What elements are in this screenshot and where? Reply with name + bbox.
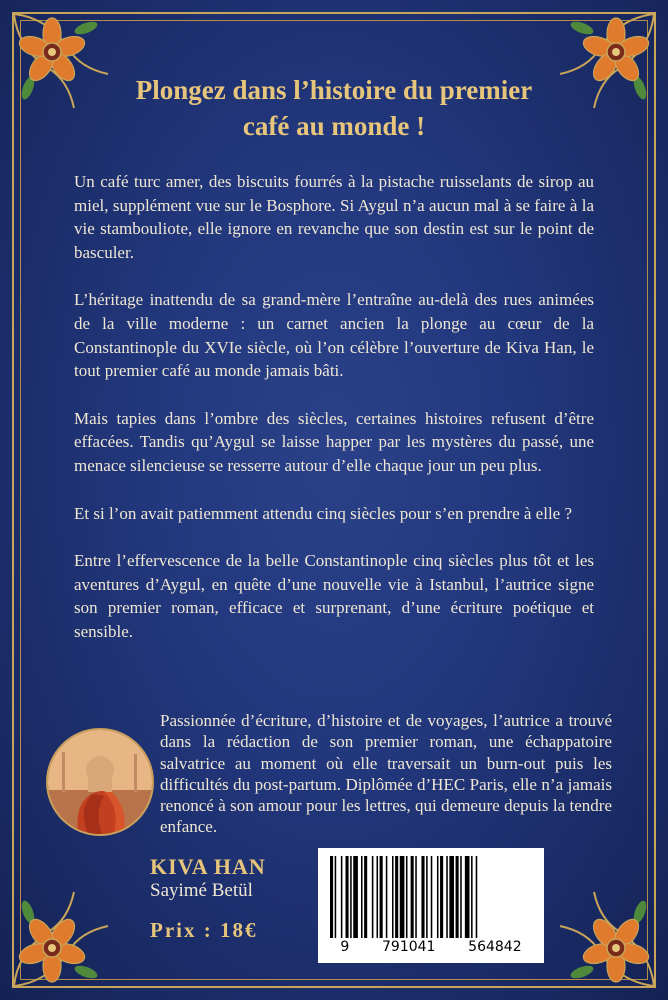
synopsis-paragraph: Et si l’on avait patiemment attendu cinq siècles pour s’en prendre à elle ? (74, 503, 573, 523)
barcode-bar (411, 856, 414, 938)
author-bio-section (44, 710, 612, 840)
synopsis-paragraph: Un café turc amer, des biscuits fourrés à la pistache ruisselants de sirop au miel, supplément vue sur le Bosphore. Si Aygul n’a aucun mal à se faire à la vie stambouliote, elle ignore en revanche que son destin est sur le point de basculer. (74, 172, 594, 262)
barcode-bar (392, 856, 394, 938)
barcode-bar (426, 856, 428, 938)
barcode-bar (364, 856, 367, 938)
book-price: Prix : 18€ (150, 918, 258, 942)
isbn-digit-group: 9 (340, 939, 350, 955)
synopsis-paragraph: Mais tapies dans l’ombre des siècles, certaines histoires refusent d’être effacées. Tandis qu’Aygul se laisse happer par les mystères du passé, une menace silencieuse se resserre autour d’elle chaque jour un peu plus. (74, 408, 594, 475)
isbn-digits (318, 939, 544, 955)
barcode-bar (395, 856, 398, 938)
barcode-bar (415, 856, 417, 938)
barcode-bar (440, 856, 443, 938)
barcode-bar (346, 856, 349, 938)
book-author: Sayimé Betül (150, 880, 253, 901)
barcode-bar (400, 856, 405, 938)
barcode-bar (406, 856, 408, 938)
portrait-illustration-icon (48, 730, 152, 834)
barcode-bar (361, 856, 363, 938)
author-bio: Passionnée d’écriture, d’histoire et de voyages, l’autrice a trouvé dans la rédaction de son premier roman, une échappatoire salvatrice au moment où elle traversait un burn-out puis les difficultés du post-partum. Diplômée d’HEC Paris, elle n’a jamais renoncé à son amour pour les lettres, qui demeure depuis la tendre enfance. (160, 711, 612, 837)
cover-heading: Plongez dans l’histoire du premier café au monde ! (135, 75, 533, 141)
barcode-bar (437, 856, 439, 938)
book-title: KIVA HAN (150, 854, 266, 879)
barcode-bar (446, 856, 448, 938)
isbn-digit-group: 564842 (468, 939, 522, 955)
floral-corner-ornament-icon (550, 8, 660, 118)
synopsis-paragraph: L’héritage inattendu de sa grand-mère l’entraîne au-delà des rues animées de la ville moderne : un carnet ancien la plonge au cœur de la Constantinople du XVIe siècle, où l’on célèbre l’ouverture de Kiva Han, le tout premier café au monde jamais bâti. (74, 290, 594, 381)
barcode-bar (350, 856, 352, 938)
floral-corner-ornament-icon (8, 8, 118, 118)
isbn-digit-group: 791041 (382, 939, 436, 955)
barcode-bar (449, 856, 454, 938)
synopsis (74, 170, 594, 668)
barcode-bar (465, 856, 470, 938)
barcode-bar (353, 856, 358, 938)
synopsis-paragraph: Entre l’effervescence de la belle Constantinople cinq siècles plus tôt et les aventures d’Aygul, en quête d’une nouvelle vie à Istanbul, l’autrice signe son premier roman, efficace et surprenant, d’une écriture poétique et sensible. (74, 551, 594, 641)
barcode-bar (341, 856, 343, 938)
barcode-bar (471, 856, 473, 938)
barcode-icon (330, 856, 532, 938)
barcode-bar (335, 856, 337, 938)
barcode-bar (377, 856, 379, 938)
isbn-barcode (318, 848, 544, 963)
barcode-bar (431, 856, 433, 938)
barcode-bar (476, 856, 478, 938)
barcode-bar (460, 856, 462, 938)
barcode-bar (456, 856, 459, 938)
barcode-bar (372, 856, 374, 938)
author-portrait (48, 730, 152, 834)
barcode-bar (421, 856, 424, 938)
barcode-bar (330, 856, 333, 938)
floral-corner-ornament-icon (8, 882, 118, 992)
barcode-bar (386, 856, 388, 938)
barcode-bar (380, 856, 383, 938)
floral-corner-ornament-icon (550, 882, 660, 992)
